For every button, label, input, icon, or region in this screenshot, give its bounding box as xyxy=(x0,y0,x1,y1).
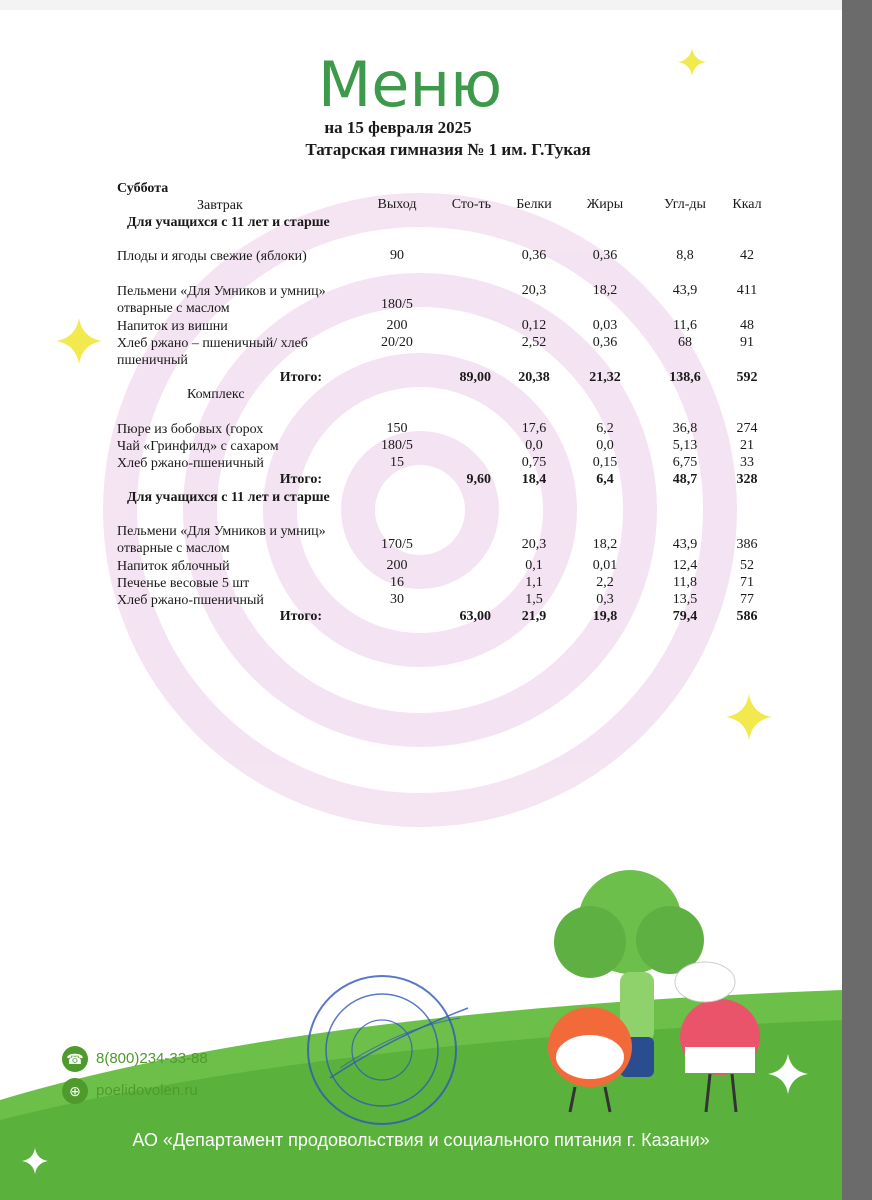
total-cost: 89,00 xyxy=(459,370,491,385)
dish-name: Напиток яблочный xyxy=(117,559,230,574)
dish-kcal: 411 xyxy=(736,283,758,298)
dish-carbs: 11,6 xyxy=(673,318,697,333)
dish-protein: 0,36 xyxy=(521,248,547,263)
table-row xyxy=(117,523,787,558)
group-label: Для учащихся с 11 лет и старше xyxy=(127,215,330,230)
dish-kcal: 48 xyxy=(740,318,754,333)
dish-output: 90 xyxy=(390,248,404,263)
dish-name: Плоды и ягоды свежие (яблоки) xyxy=(117,249,307,264)
dish-carbs: 36,8 xyxy=(672,421,698,436)
dish-protein: 0,1 xyxy=(525,558,543,573)
dish-output: 16 xyxy=(390,575,404,590)
dish-carbs: 5,13 xyxy=(672,438,698,453)
dish-output: 30 xyxy=(390,592,404,607)
total-cost: 9,60 xyxy=(466,472,491,487)
table-row xyxy=(117,283,787,318)
sparkle-icon xyxy=(56,318,102,364)
dish-protein: 0,12 xyxy=(521,318,547,333)
total-row xyxy=(117,472,787,489)
dish-protein: 0,75 xyxy=(521,455,547,470)
dish-kcal: 386 xyxy=(736,537,758,552)
day-row xyxy=(117,180,787,197)
dish-protein: 1,1 xyxy=(525,575,543,590)
total-row xyxy=(117,370,787,387)
dish-carbs: 6,75 xyxy=(672,455,698,470)
school-name: Татарская гимназия № 1 им. Г.Тукая xyxy=(305,140,591,159)
day-label: Суббота xyxy=(117,181,169,196)
table-row xyxy=(117,438,787,455)
col-carbs: Угл-ды xyxy=(664,197,706,212)
dish-output: 15 xyxy=(390,455,404,470)
phone-number[interactable]: 8(800)234-33-88 xyxy=(96,1050,208,1067)
dish-carbs: 68 xyxy=(678,335,692,350)
col-protein: Белки xyxy=(516,197,552,212)
dish-fat: 18,2 xyxy=(592,283,618,298)
dish-carbs: 8,8 xyxy=(676,248,694,263)
total-kcal: 328 xyxy=(736,472,758,487)
table-row xyxy=(117,421,787,438)
date-line: на 15 февраля 2025 xyxy=(324,118,472,137)
table-row xyxy=(117,558,787,575)
table-row xyxy=(117,592,787,609)
scan-edge-right xyxy=(842,0,872,1200)
dish-kcal: 77 xyxy=(740,592,754,607)
dish-carbs: 43,9 xyxy=(672,537,698,552)
dish-fat: 0,01 xyxy=(592,558,618,573)
dish-fat: 0,36 xyxy=(592,335,618,350)
dish-name: Пельмени «Для Умников и умниц» отварные с маслом xyxy=(117,524,326,556)
col-output: Выход xyxy=(377,197,417,212)
total-protein: 21,9 xyxy=(521,609,547,624)
total-fat: 6,4 xyxy=(596,472,614,487)
total-fat: 19,8 xyxy=(592,609,618,624)
table-row xyxy=(117,335,787,370)
dish-output: 180/5 xyxy=(381,297,413,312)
dish-name: Хлеб ржано-пшеничный xyxy=(117,593,264,608)
dish-kcal: 91 xyxy=(740,335,754,350)
group-heading xyxy=(117,489,787,523)
dish-name: Хлеб ржано – пшеничный/ хлеб пшеничный xyxy=(117,336,308,368)
table-header xyxy=(117,197,787,214)
dish-fat: 6,2 xyxy=(596,421,614,436)
dish-carbs: 13,5 xyxy=(672,592,698,607)
dish-fat: 18,2 xyxy=(592,537,618,552)
total-carbs: 138,6 xyxy=(669,370,701,385)
total-fat: 21,32 xyxy=(589,370,621,385)
col-meal: Завтрак xyxy=(197,198,243,213)
onion-character-icon xyxy=(548,1007,632,1112)
dish-name: Пюре из бобовых (горох xyxy=(117,422,264,437)
dish-name: Печенье весовые 5 шт xyxy=(117,576,250,591)
group-label: Для учащихся с 11 лет и старше xyxy=(127,490,330,505)
dish-kcal: 42 xyxy=(740,248,754,263)
dish-name: Чай «Гринфилд» с сахаром xyxy=(117,439,279,454)
table-row xyxy=(117,575,787,592)
dish-fat: 0,36 xyxy=(592,248,618,263)
total-label: Итого: xyxy=(279,609,322,624)
sparkle-icon xyxy=(768,1054,808,1094)
mascot-illustration xyxy=(520,862,780,1122)
beet-chef-icon xyxy=(675,962,760,1112)
dish-output: 20/20 xyxy=(381,335,413,350)
dish-protein: 1,5 xyxy=(525,592,543,607)
total-carbs: 79,4 xyxy=(672,609,698,624)
dish-fat: 0,3 xyxy=(596,592,614,607)
total-label: Итого: xyxy=(279,370,322,385)
total-carbs: 48,7 xyxy=(672,472,698,487)
total-row xyxy=(117,609,787,626)
total-kcal: 586 xyxy=(736,609,758,624)
total-kcal: 592 xyxy=(736,370,758,385)
phone-icon: ☎ xyxy=(62,1046,88,1072)
dish-protein: 20,3 xyxy=(521,537,547,552)
dish-fat: 2,2 xyxy=(596,575,614,590)
total-protein: 18,4 xyxy=(521,472,547,487)
total-protein: 20,38 xyxy=(518,370,550,385)
sparkle-icon xyxy=(678,48,706,76)
dish-fat: 0,15 xyxy=(592,455,618,470)
dish-name: Хлеб ржано-пшеничный xyxy=(117,456,264,471)
dish-kcal: 33 xyxy=(740,455,754,470)
group-heading xyxy=(117,387,787,421)
dish-carbs: 11,8 xyxy=(673,575,697,590)
sparkle-icon xyxy=(726,694,772,740)
dish-kcal: 71 xyxy=(740,575,754,590)
total-cost: 63,00 xyxy=(459,609,491,624)
dish-name: Напиток из вишни xyxy=(117,319,228,334)
col-kcal: Ккал xyxy=(732,197,762,212)
dish-name: Пельмени «Для Умников и умниц» отварные с маслом xyxy=(117,284,326,316)
dish-output: 180/5 xyxy=(381,438,413,453)
dish-output: 150 xyxy=(386,421,408,436)
menu-title xyxy=(317,40,503,121)
dish-protein: 20,3 xyxy=(521,283,547,298)
dish-output: 200 xyxy=(386,318,408,333)
group-heading xyxy=(117,214,787,248)
dish-protein: 2,52 xyxy=(521,335,547,350)
group-label: Комплекс xyxy=(187,387,245,402)
dish-carbs: 12,4 xyxy=(672,558,698,573)
dish-carbs: 43,9 xyxy=(672,283,698,298)
total-label: Итого: xyxy=(279,472,322,487)
dish-kcal: 52 xyxy=(740,558,754,573)
col-fat: Жиры xyxy=(586,197,624,212)
table-row xyxy=(117,318,787,335)
dish-output: 200 xyxy=(386,558,408,573)
menu-table xyxy=(117,180,787,626)
dish-output: 170/5 xyxy=(381,537,413,552)
dish-protein: 17,6 xyxy=(521,421,547,436)
dish-fat: 0,03 xyxy=(592,318,618,333)
organization-name: АО «Департамент продовольствия и социального питания г. Казани» xyxy=(132,1130,710,1150)
dish-protein: 0,0 xyxy=(525,438,543,453)
dish-kcal: 21 xyxy=(740,438,754,453)
website-link[interactable]: poelidovolen.ru xyxy=(96,1082,198,1099)
menu-title-text: Меню xyxy=(317,48,503,121)
sparkle-icon xyxy=(22,1148,48,1174)
col-cost: Сто-ть xyxy=(451,197,491,212)
official-stamp xyxy=(300,968,470,1128)
table-row xyxy=(117,455,787,472)
globe-icon: ⊕ xyxy=(62,1078,88,1104)
dish-fat: 0,0 xyxy=(596,438,614,453)
dish-kcal: 274 xyxy=(736,421,758,436)
table-row xyxy=(117,248,787,283)
